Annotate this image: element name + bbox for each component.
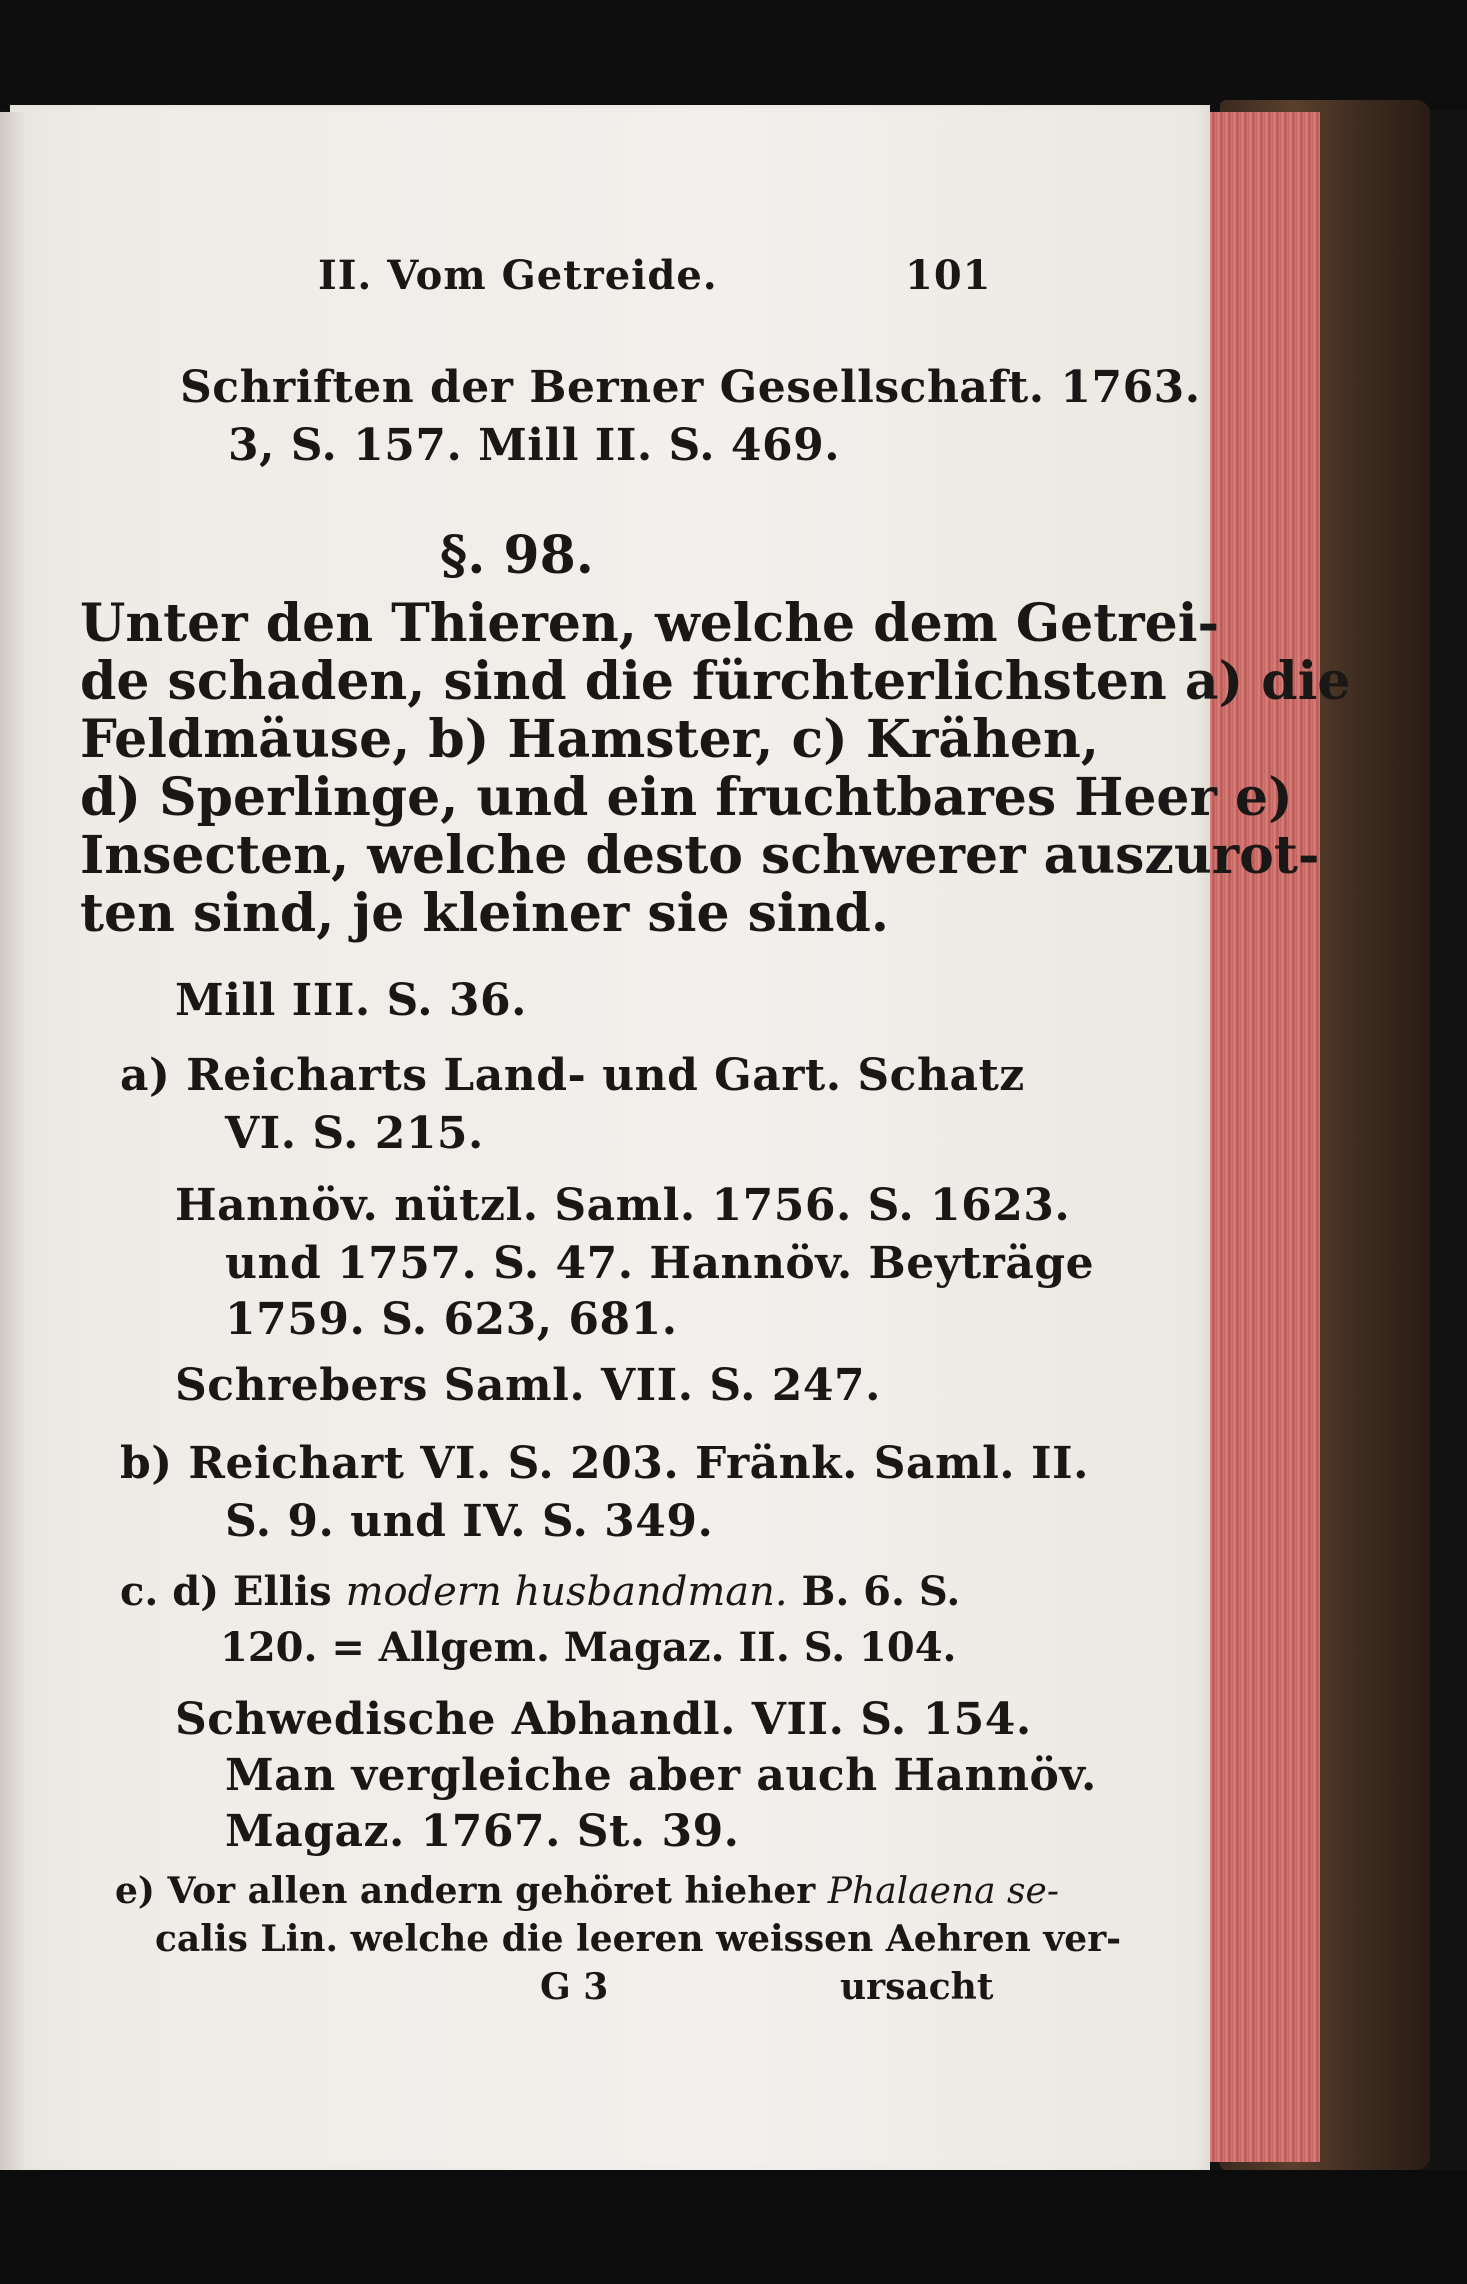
background-bottom <box>0 2170 1467 2284</box>
running-title: II. Vom Getreide. <box>318 252 718 299</box>
paragraph-line: ten sind, je kleiner sie sind. <box>80 883 889 944</box>
red-page-edges <box>1200 112 1320 2162</box>
footnote-line: 1759. S. 623, 681. <box>225 1294 678 1345</box>
page-gutter <box>0 112 24 2170</box>
footnote-line: Hannöv. nützl. Saml. 1756. S. 1623. <box>175 1180 1071 1231</box>
footnote-line: Mill III. S. 36. <box>175 975 527 1026</box>
footnote-line: calis Lin. welche die leeren weissen Aehren ver- <box>155 1918 1122 1960</box>
catchword: ursacht <box>840 1966 994 2008</box>
footnote-text: e) Vor allen andern gehöret hieher <box>115 1870 816 1912</box>
italic-title: modern husbandman. <box>345 1569 788 1615</box>
background-top <box>0 0 1467 110</box>
footnote-line <box>115 1870 1059 1912</box>
paragraph-line: Feldmäuse, b) Hamster, c) Krähen, <box>80 709 1099 770</box>
text-line: Schriften der Berner Gesellschaft. 1763. <box>180 362 1201 413</box>
book-page <box>10 105 1210 2173</box>
footnote-line: VI. S. 215. <box>225 1108 484 1159</box>
footnote-label: c. d) Ellis <box>120 1568 332 1615</box>
paragraph-line: Insecten, welche desto schwerer auszurot- <box>80 825 1320 886</box>
footnote-line: Schwedische Abhandl. VII. S. 154. <box>175 1694 1032 1745</box>
page-number: 101 <box>905 252 992 299</box>
footnote-line: a) Reicharts Land- und Gart. Schatz <box>120 1050 1025 1101</box>
footnote-line: und 1757. S. 47. Hannöv. Beyträge <box>225 1238 1095 1289</box>
footnote-line: Schrebers Saml. VII. S. 247. <box>175 1360 881 1411</box>
footnote-line: b) Reichart VI. S. 203. Fränk. Saml. II. <box>120 1438 1089 1489</box>
paragraph-line: de schaden, sind die fürchterlichsten a) die <box>80 651 1351 712</box>
text-line: 3, S. 157. Mill II. S. 469. <box>228 420 841 471</box>
footnote-ref: B. 6. S. <box>801 1568 961 1615</box>
paragraph-line: Unter den Thieren, welche dem Getrei- <box>80 593 1220 654</box>
signature-mark: G 3 <box>540 1966 609 2008</box>
footnote-line: 120. = Allgem. Magaz. II. S. 104. <box>220 1624 957 1671</box>
italic-species: Phalaena se- <box>827 1871 1059 1912</box>
footnote-line: Man vergleiche aber auch Hannöv. <box>225 1750 1097 1801</box>
footnote-line <box>120 1568 960 1615</box>
footnote-line: S. 9. und IV. S. 349. <box>225 1496 714 1547</box>
section-heading: §. 98. <box>440 525 594 586</box>
footnote-line: Magaz. 1767. St. 39. <box>225 1806 740 1857</box>
paragraph-line: d) Sperlinge, und ein fruchtbares Heer e) <box>80 767 1293 828</box>
